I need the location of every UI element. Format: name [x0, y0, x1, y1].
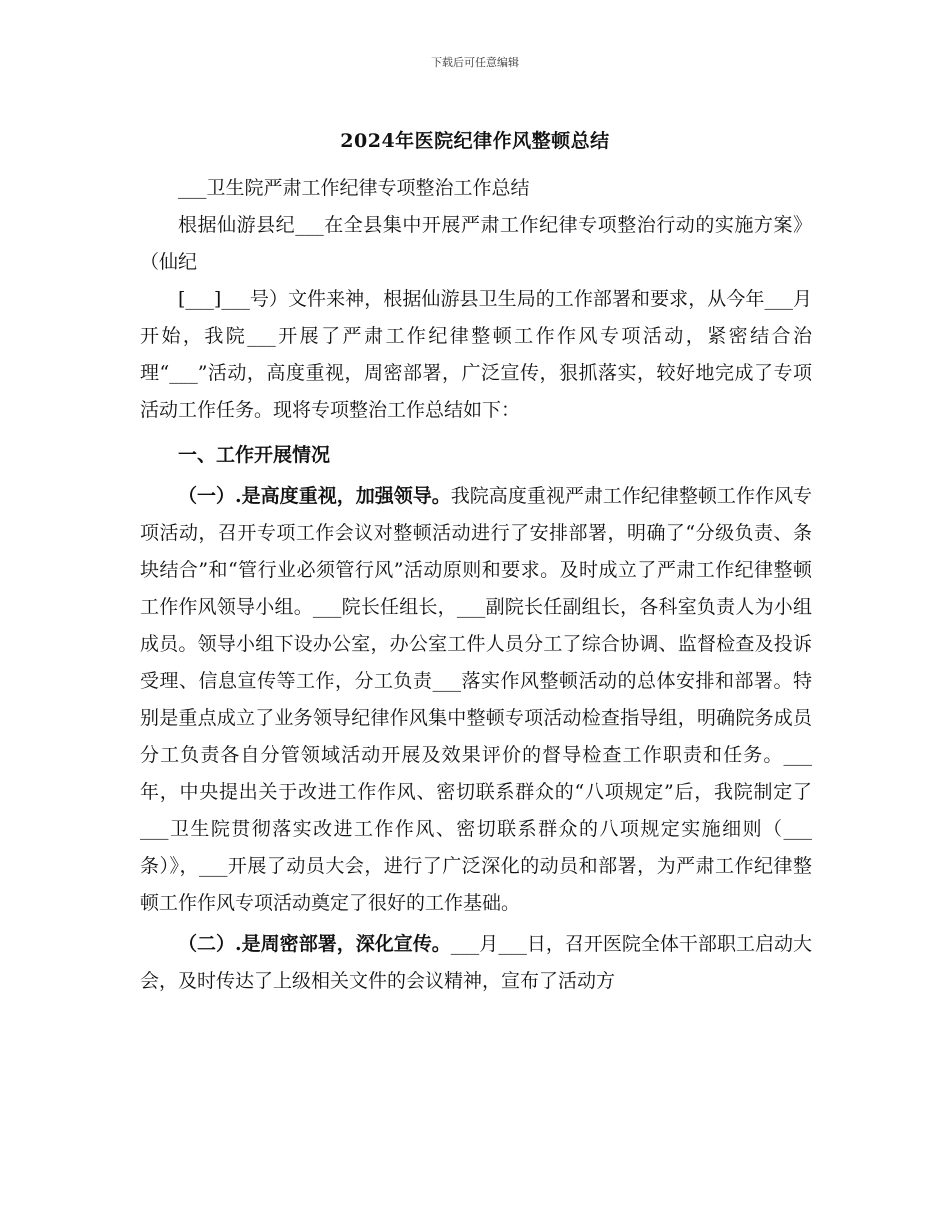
document-body: [140, 170, 812, 1000]
paragraph-2: [140, 926, 812, 1000]
document-title: 2024年医院纪律作风整顿总结: [340, 130, 610, 152]
intro-paragraph-1: 根据仙游县纪___在全县集中开展严肃工作纪律专项整治行动的实施方案》（仙纪: [140, 214, 812, 273]
paragraph-1-body: 我院高度重视严肃工作纪律整顿工作作风专项活动，召开专项工作会议对整顿活动进行了安排部署，明确了“分级负责、条块结合”和“管行业必须管行风”活动原则和要求。及时成立了严肃工作纪律整顿工作作风领导小组。___院长任组长，___副院长任副组长，各科室负责人为小组成员。领导小组下设办公室，办公室工件人员分工了综合协调、监督检查及投诉受理、信息宣传等工作，分工负责___落实作风整顿活动的总体安排和部署。特别是重点成立了业务领导纪律作风集中整顿专项活动检查指导组，明确院务成员分工负责各自分管领域活动开展及效果评价的督导检查工作职责和任务。___年，中央提出关于改进工作作风、密切联系群众的“八项规定”后，我院制定了___卫生院贯彻落实改进工作作风、密切联系群众的八项规定实施细则（___条）》，___开展了动员大会，进行了广泛深化的动员和部署，为严肃工作纪律整顿工作作风专项活动奠定了很好的工作基础。: [140, 485, 812, 914]
section-heading: 一、工作开展情况: [178, 444, 331, 466]
intro-paragraph-2: [___]___号）文件来神，根据仙游县卫生局的工作部署和要求，从今年___月开始，我院___开展了严肃工作纪律整顿工作作风专项活动，紧密结合治理“___”活动，高度重视，周密部署，广泛宣传，狠抓落实，较好地完成了专项活动工作任务。现将专项整治工作总结如下：: [140, 288, 812, 421]
document-subtitle: ___卫生院严肃工作纪律专项整治工作总结: [178, 177, 530, 199]
paragraph-1-lead: （一）.是高度重视，加强领导。: [178, 485, 451, 507]
paragraph-2-body: ___月___日，召开医院全体干部职工启动大会，及时传达了上级相关文件的会议精神，宣布了活动方: [140, 933, 812, 992]
paragraph-1: [140, 478, 812, 922]
paragraph-2-lead: （二）.是周密部署，深化宣传。: [178, 933, 451, 955]
header-note: 下载后可任意编辑: [431, 56, 519, 69]
